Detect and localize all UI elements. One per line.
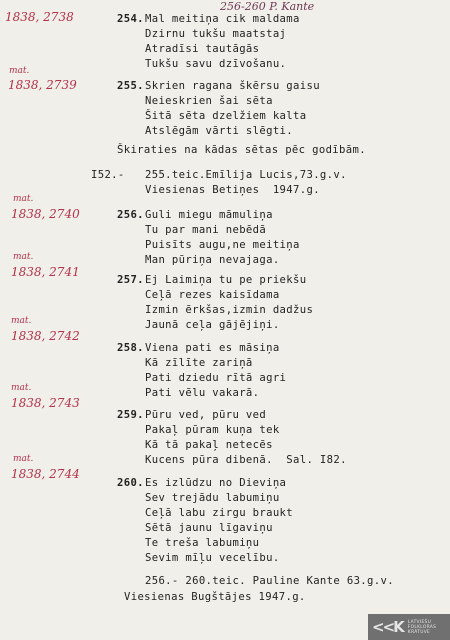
song-256-line-3: Puisīts augu,ne meitiņa bbox=[145, 239, 300, 251]
margin-ref-2741: 1838, 2741 bbox=[11, 265, 80, 279]
margin-ref-2742: 1838, 2742 bbox=[11, 329, 80, 343]
song-260-line-2: Sev trejādu labumiņu bbox=[145, 492, 280, 504]
source-1-line-1: 255.teic.Emīlija Lucis,73.g.v. bbox=[145, 169, 347, 181]
song-254-line-2: Dzirnu tukšu maatstaj bbox=[145, 28, 287, 40]
source-1-lead: I52.- bbox=[91, 169, 125, 181]
song-257-line-3: Izmin ērkšas,izmin dadžus bbox=[145, 304, 314, 316]
song-259-line-2: Pakaļ pūram kuņa tek bbox=[145, 424, 280, 436]
song-255-line-4: Atslēgām vārti slēgti. bbox=[145, 125, 294, 137]
song-number-258: 258. bbox=[117, 342, 144, 354]
archive-logo bbox=[368, 614, 450, 640]
source-2-line-2: Viesienas Bugštājes 1947.g. bbox=[124, 591, 306, 603]
source-1-line-2: Viesienas Betiņes 1947.g. bbox=[145, 184, 320, 196]
margin-ref-2744: 1838, 2744 bbox=[11, 467, 80, 481]
margin-abbr-2743: mat. bbox=[11, 383, 32, 393]
source-2-line-1: 256.- 260.teic. Pauline Kante 63.g.v. bbox=[145, 575, 394, 587]
song-259-line-4: Kucens pūra dibenā. Sal. I82. bbox=[145, 454, 347, 466]
song-259-line-3: Kā tā pakaļ netecēs bbox=[145, 439, 273, 451]
song-number-254: 254. bbox=[117, 13, 144, 25]
song-258-line-3: Pati dziedu rītā agri bbox=[145, 372, 287, 384]
margin-abbr-2741: mat. bbox=[13, 252, 34, 262]
margin-ref-2740: 1838, 2740 bbox=[11, 207, 80, 221]
song-255-line-1: Skrien ragana škērsu gaisu bbox=[145, 80, 320, 92]
logo-text-line-3: KRĀTUVE bbox=[407, 629, 431, 635]
song-255-line-2: Neieskrien šai sēta bbox=[145, 95, 273, 107]
song-number-255: 255. bbox=[117, 80, 144, 92]
logo-text-line-2: FOLKLORAS bbox=[407, 624, 437, 630]
song-259-line-1: Pūru ved, pūru ved bbox=[145, 409, 267, 421]
song-number-260: 260. bbox=[117, 477, 144, 489]
margin-ref-2743: 1838, 2743 bbox=[11, 396, 80, 410]
song-256-line-2: Tu par mani nebēdā bbox=[145, 224, 267, 236]
song-258-line-1: Viena pati es māsiņa bbox=[145, 342, 280, 354]
song-254-line-1: Mal meitiņa cik maldama bbox=[145, 13, 300, 25]
song-number-259: 259. bbox=[117, 409, 144, 421]
song-257-line-1: Ej Laimiņa tu pe priekšu bbox=[145, 274, 307, 286]
song-257-line-4: Jaunā ceļa gājējiņi. bbox=[145, 319, 280, 331]
song-255-line-3: Šitā sēta dzelžiem kalta bbox=[145, 110, 307, 122]
margin-abbr-2742: mat. bbox=[11, 316, 32, 326]
song-number-256: 256. bbox=[117, 209, 144, 221]
logo-text bbox=[408, 620, 436, 635]
margin-abbr-2740: mat. bbox=[13, 194, 34, 204]
song-260-line-3: Ceļā labu zirgu braukt bbox=[145, 507, 294, 519]
margin-abbr-2739: mat. bbox=[9, 66, 30, 76]
margin-ref-2738: 1838, 2738 bbox=[5, 10, 74, 24]
logo-mark-icon: <<K bbox=[372, 618, 403, 636]
song-256-line-4: Man pūriņa nevajaga. bbox=[145, 254, 280, 266]
song-260-line-5: Te treša labumiņu bbox=[145, 537, 260, 549]
song-260-line-1: Es izlūdzu no Dieviņa bbox=[145, 477, 287, 489]
song-258-line-4: Pati vēlu vakarā. bbox=[145, 387, 260, 399]
song-254-line-4: Tukšu savu dzīvošanu. bbox=[145, 58, 287, 70]
top-handwritten-note: 256-260 P. Kante bbox=[220, 0, 315, 13]
song-260-line-4: Sētā jaunu līgaviņu bbox=[145, 522, 273, 534]
song-254-line-3: Atradīsi tautāgās bbox=[145, 43, 260, 55]
margin-abbr-2744: mat. bbox=[13, 454, 34, 464]
margin-ref-2739: 1838, 2739 bbox=[8, 78, 77, 92]
song-258-line-2: Kā zīlīte zariņā bbox=[145, 357, 253, 369]
song-number-257: 257. bbox=[117, 274, 144, 286]
song-260-line-6: Sevim mīļu vecelību. bbox=[145, 552, 280, 564]
note-255: Škiraties na kādas sētas pēc godībām. bbox=[117, 144, 366, 156]
song-257-line-2: Ceļā rezes kaisīdama bbox=[145, 289, 280, 301]
logo-text-line-1: LATVIEŠU bbox=[407, 619, 432, 625]
song-256-line-1: Guli miegu māmuliņa bbox=[145, 209, 273, 221]
